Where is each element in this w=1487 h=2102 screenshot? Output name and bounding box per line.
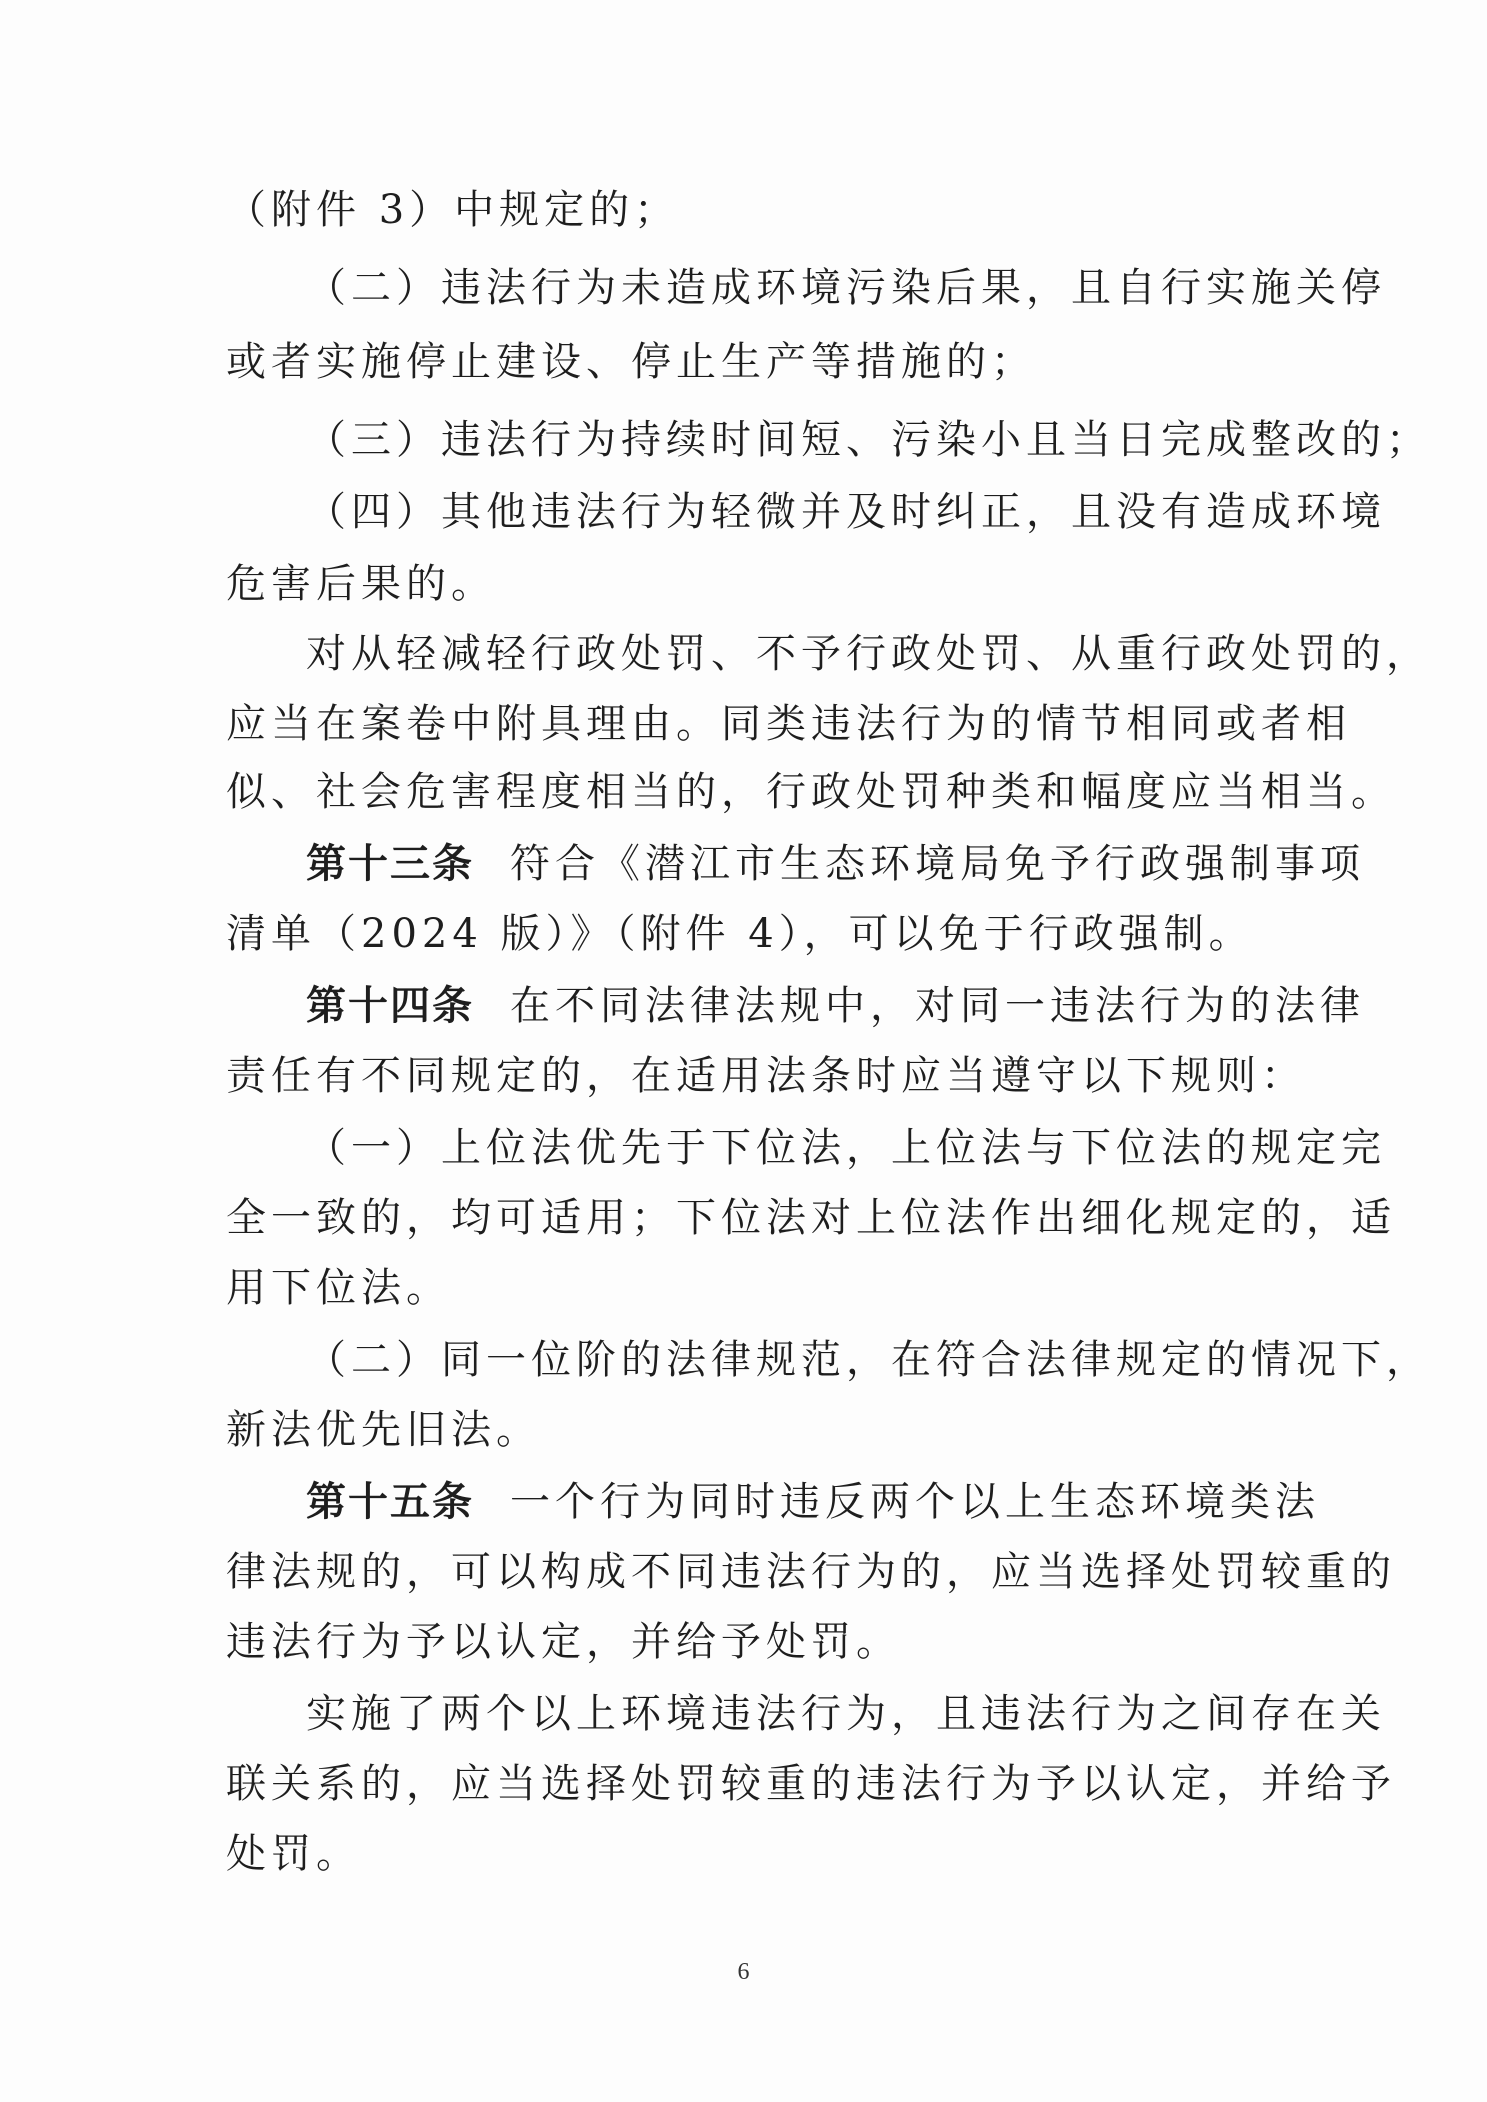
text-line: 律法规的，可以构成不同违法行为的，应当选择处罚较重的 bbox=[226, 1549, 1396, 1595]
text-line: （四）其他违法行为轻微并及时纠正，且没有造成环境 bbox=[306, 489, 1386, 535]
text-line: （二）违法行为未造成环境污染后果，且自行实施关停 bbox=[306, 265, 1386, 311]
text-line: （一）上位法优先于下位法，上位法与下位法的规定完 bbox=[306, 1125, 1386, 1171]
text-line: （二）同一位阶的法律规范，在符合法律规定的情况下， bbox=[306, 1337, 1431, 1383]
article-heading: 第十四条 bbox=[306, 983, 474, 1029]
text-line: 符合《潜江市生态环境局免予行政强制事项 bbox=[510, 841, 1365, 887]
article-15-line bbox=[306, 1476, 1320, 1528]
text-line: 责任有不同规定的，在适用法条时应当遵守以下规则： bbox=[226, 1053, 1306, 1099]
text-line: 用下位法。 bbox=[226, 1265, 451, 1311]
article-heading: 第十五条 bbox=[306, 1479, 474, 1525]
text-line: 应当在案卷中附具理由。同类违法行为的情节相同或者相 bbox=[226, 701, 1351, 747]
text-line: 实施了两个以上环境违法行为，且违法行为之间存在关 bbox=[306, 1691, 1386, 1737]
page-number: 6 bbox=[737, 1959, 750, 1985]
text-line: 违法行为予以认定，并给予处罚。 bbox=[226, 1619, 901, 1665]
text-line: 在不同法律法规中，对同一违法行为的法律 bbox=[510, 983, 1365, 1029]
text-line: 危害后果的。 bbox=[226, 561, 496, 607]
text-line: 或者实施停止建设、停止生产等措施的； bbox=[226, 339, 1036, 385]
text-line: 一个行为同时违反两个以上生态环境类法 bbox=[510, 1479, 1320, 1525]
text-line: 新法优先旧法。 bbox=[226, 1407, 541, 1453]
article-13-line bbox=[306, 838, 1365, 890]
text-line: （附件 3）中规定的； bbox=[226, 187, 680, 233]
text-line: 联关系的，应当选择处罚较重的违法行为予以认定，并给予 bbox=[226, 1761, 1396, 1807]
article-14-line bbox=[306, 980, 1365, 1032]
text-line: （三）违法行为持续时间短、污染小且当日完成整改的； bbox=[306, 417, 1431, 463]
article-heading: 第十三条 bbox=[306, 841, 474, 887]
text-line: 全一致的，均可适用；下位法对上位法作出细化规定的，适 bbox=[226, 1195, 1396, 1241]
text-line: 似、社会危害程度相当的，行政处罚种类和幅度应当相当。 bbox=[226, 769, 1396, 815]
text-line: 清单（2024 版）》（附件 4），可以免于行政强制。 bbox=[226, 911, 1254, 957]
text-line: 对从轻减轻行政处罚、不予行政处罚、从重行政处罚的， bbox=[306, 631, 1431, 677]
text-line: 处罚。 bbox=[226, 1831, 361, 1877]
